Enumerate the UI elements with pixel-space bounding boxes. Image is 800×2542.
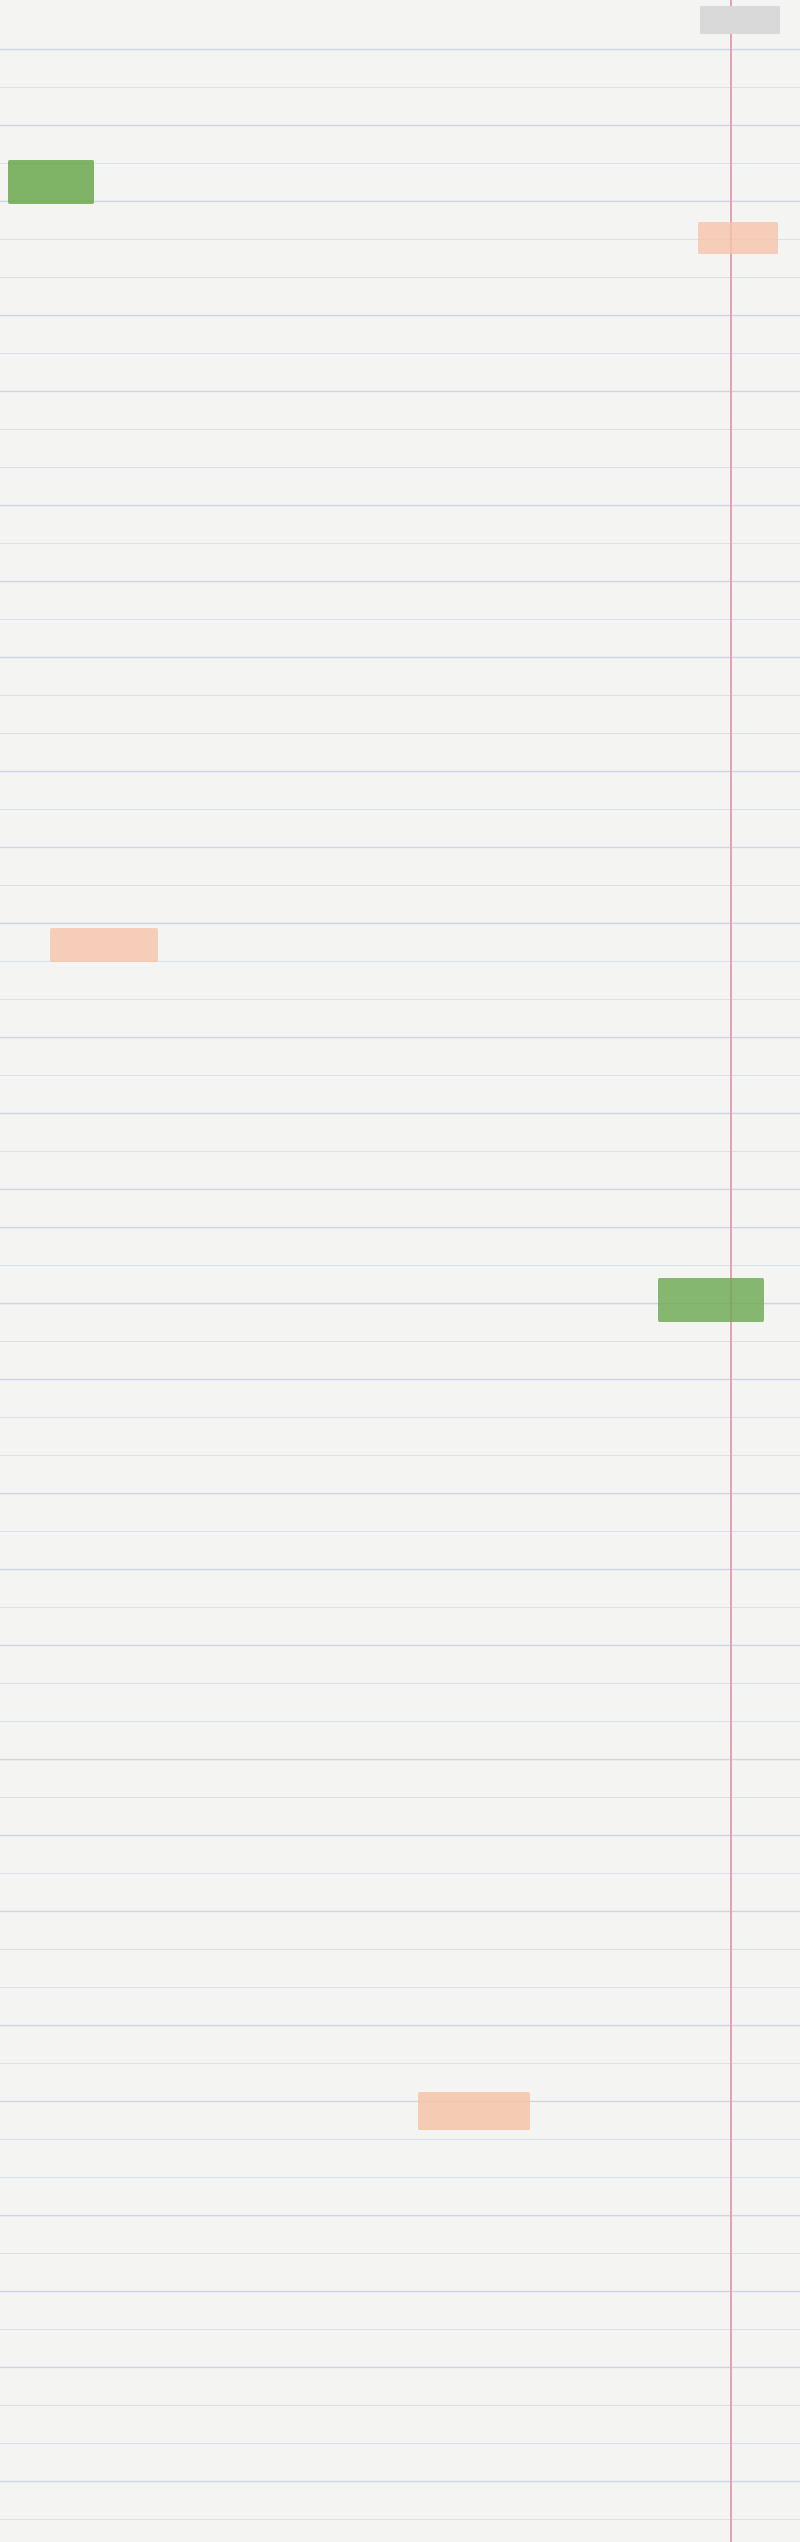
orange-highlight xyxy=(50,928,158,962)
orange-highlight xyxy=(698,222,778,254)
watermark xyxy=(700,6,780,34)
orange-highlight xyxy=(418,2092,530,2130)
green-highlight xyxy=(658,1278,764,1322)
green-highlight xyxy=(8,160,94,204)
